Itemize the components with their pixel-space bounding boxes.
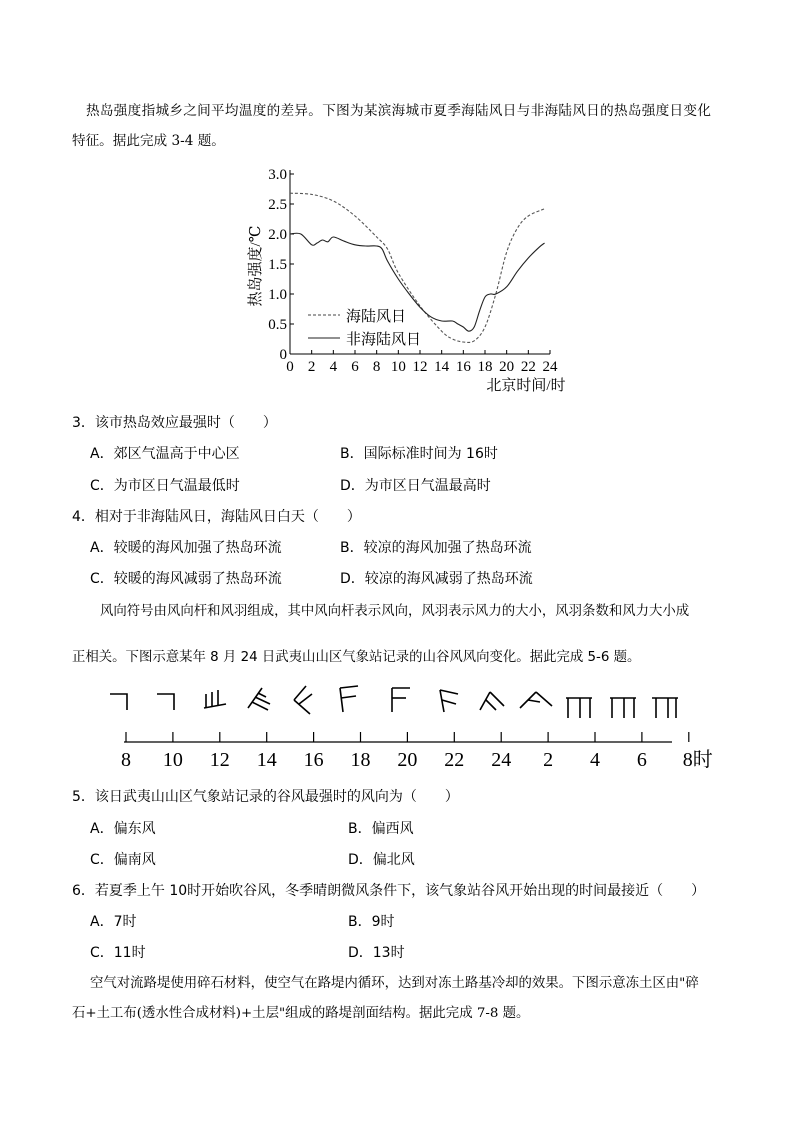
wind-symbol-8 <box>110 694 127 710</box>
time-tick-label: 8 <box>121 749 131 771</box>
q3-option-d[interactable]: D．为市区日气温最高时 <box>340 478 491 494</box>
y-tick-label: 1.0 <box>268 287 287 303</box>
time-tick-label: 18 <box>350 749 371 771</box>
time-tick-label: 24 <box>491 749 512 771</box>
x-axis-label: 北京时间/时 <box>486 378 566 392</box>
y-tick-label: 1.5 <box>268 257 287 273</box>
intro-paragraph-3-line2: 石+土工布(透水性合成材料)+土层"组成的路堤剖面结构。据此完成 7-8 题。 <box>72 1006 530 1021</box>
q6-option-d[interactable]: D．13时 <box>348 945 405 961</box>
wind-symbol-14 <box>248 688 270 710</box>
x-tick-label: 22 <box>520 359 536 375</box>
q5-stem: 5．该日武夷山山区气象站记录的谷风最强时的风向为（ ） <box>72 789 459 805</box>
wind-symbol-6 <box>610 698 636 718</box>
x-tick-label: 4 <box>329 359 338 375</box>
chart-axes <box>290 170 550 354</box>
q6-option-b[interactable]: B．9时 <box>348 914 395 930</box>
x-tick-label: 2 <box>307 359 316 375</box>
x-tick-label: 20 <box>499 359 515 375</box>
time-axis-ticks <box>121 732 713 771</box>
x-tick-label: 0 <box>286 359 294 375</box>
chart-series <box>290 193 545 342</box>
q4-option-d[interactable]: D．较凉的海风减弱了热岛环流 <box>340 571 533 587</box>
intro-paragraph-3-line1: 空气对流路堤使用碎石材料，使空气在路堤内循环，达到对冻土路基冷却的效果。下图示意冻土区由"碎 <box>90 976 699 991</box>
y-tick-label: 0 <box>279 347 287 363</box>
time-tick-label: 8时 <box>682 749 713 771</box>
time-tick-label: 4 <box>590 749 600 771</box>
time-tick-label: 20 <box>397 749 418 771</box>
q3-option-b[interactable]: B．国际标准时间为 16时 <box>340 446 498 462</box>
wind-symbol-2 <box>520 692 552 708</box>
x-tick-label: 16 <box>455 359 471 375</box>
time-tick-label: 10 <box>162 749 183 771</box>
y-tick-label: 2.0 <box>268 227 287 243</box>
x-tick-label: 24 <box>542 359 558 375</box>
y-tick-label: 0.5 <box>268 317 287 333</box>
q6-option-a[interactable]: A．7时 <box>90 914 137 930</box>
q6-option-c[interactable]: C．11时 <box>90 945 146 961</box>
time-tick-label: 14 <box>256 749 277 771</box>
x-tick-label: 8 <box>372 359 381 375</box>
time-tick-label: 6 <box>636 749 647 771</box>
q3-option-a[interactable]: A．郊区气温高于中心区 <box>90 446 240 462</box>
wind-symbol-8-next <box>652 698 678 718</box>
q3-option-c[interactable]: C．为市区日气温最低时 <box>90 478 240 494</box>
x-tick-label: 18 <box>477 359 493 375</box>
time-tick-label: 2 <box>543 749 554 771</box>
legend-label-solid: 非海陆风日 <box>346 332 422 348</box>
wind-symbol-18 <box>340 686 358 712</box>
series-line-solid <box>290 233 545 331</box>
q5-option-b[interactable]: B．偏西风 <box>348 821 414 837</box>
y-tick-label: 2.5 <box>268 197 287 213</box>
wind-symbol-10 <box>157 694 174 710</box>
x-tick-label: 14 <box>434 359 450 375</box>
q4-option-c[interactable]: C．较暖的海风减弱了热岛环流 <box>90 571 282 587</box>
legend-label-dashed: 海陆风日 <box>346 309 407 325</box>
wind-symbol-22 <box>440 690 458 712</box>
wind-symbol-16 <box>294 686 312 714</box>
x-tick-label: 12 <box>412 359 428 375</box>
q6-stem: 6．若夏季上午 10时开始吹谷风，冬季晴朗微风条件下，该气象站谷风开始出现的时间最接近（ ） <box>72 883 706 899</box>
intro-paragraph-1-line1: 热岛强度指城乡之间平均温度的差异。下图为某滨海城市夏季海陆风日与非海陆风日的热岛强度日变化 <box>86 103 712 119</box>
time-tick-label: 16 <box>303 749 324 771</box>
wind-symbol-12 <box>204 690 226 708</box>
x-tick-label: 10 <box>390 359 406 375</box>
wind-symbol-24 <box>480 692 504 710</box>
y-tick-label: 3.0 <box>268 167 287 183</box>
q5-option-c[interactable]: C．偏南风 <box>90 852 156 868</box>
intro-paragraph-1-line2: 特征。据此完成 3-4 题。 <box>72 133 225 149</box>
chart-legend <box>308 307 421 348</box>
time-tick-label: 22 <box>444 749 465 771</box>
q5-option-a[interactable]: A．偏东风 <box>90 821 156 837</box>
intro-paragraph-2-line2: 正相关。下图示意某年 8 月 24 日武夷山山区气象站记录的山谷风风向变化。据此完成 5-6 题。 <box>72 650 641 665</box>
series-line-dashed <box>290 193 545 342</box>
q3-stem: 3．该市热岛效应最强时（ ） <box>72 415 277 431</box>
q4-option-b[interactable]: B．较凉的海风加强了热岛环流 <box>340 540 532 556</box>
x-tick-label: 6 <box>351 359 359 375</box>
y-axis-label: 热岛强度/℃ <box>248 225 264 307</box>
q4-stem: 4．相对于非海陆风日，海陆风日白天（ ） <box>72 509 361 525</box>
wind-symbol-4 <box>566 698 592 718</box>
q4-option-a[interactable]: A．较暖的海风加强了热岛环流 <box>90 540 282 556</box>
heat-island-chart <box>236 162 566 392</box>
q5-option-d[interactable]: D．偏北风 <box>348 852 415 868</box>
time-tick-label: 12 <box>209 749 230 771</box>
intro-paragraph-2-line1: 风向符号由风向杆和风羽组成，其中风向杆表示风向，风羽表示风力的大小，风羽条数和风力大小成 <box>100 604 690 619</box>
wind-direction-diagram <box>100 682 720 772</box>
wind-symbol-20 <box>392 688 410 712</box>
